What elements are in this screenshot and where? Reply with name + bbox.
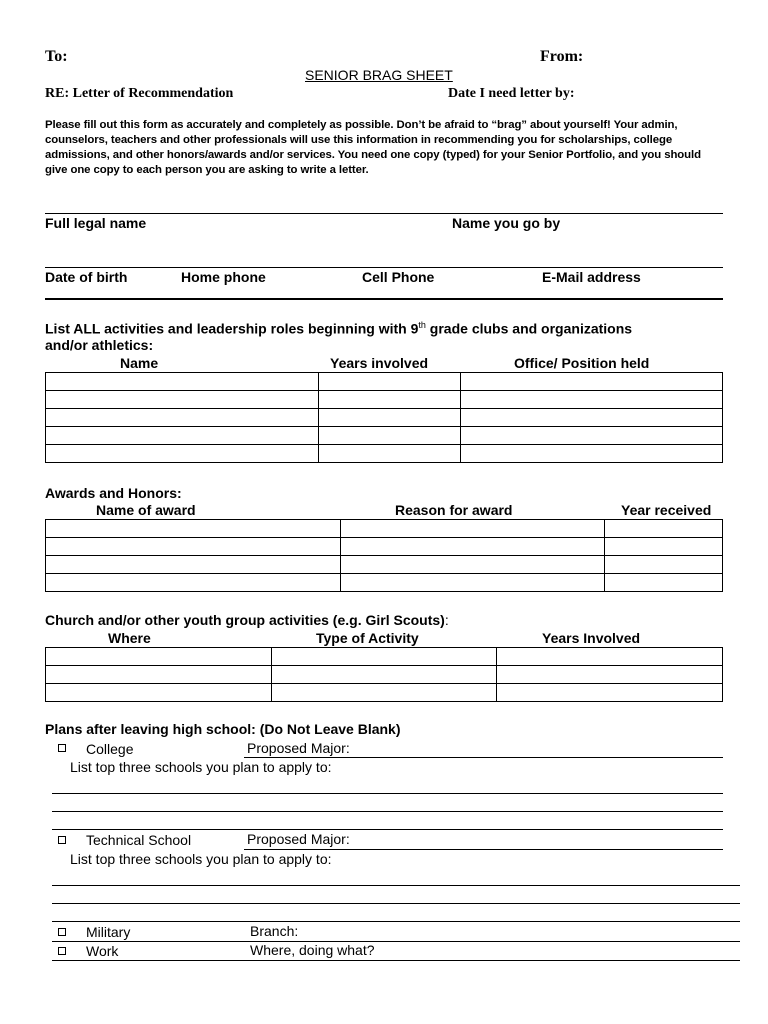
activities-col-name: Name <box>120 355 159 371</box>
military-line[interactable] <box>52 941 740 942</box>
name-you-go-by-label: Name you go by <box>452 215 561 231</box>
table-cell[interactable] <box>46 520 341 538</box>
date-needed-label: Date I need letter by: <box>448 86 575 101</box>
table-cell[interactable] <box>271 666 497 684</box>
table-cell[interactable] <box>46 574 341 592</box>
cell-phone-label: Cell Phone <box>362 269 435 285</box>
college-checkbox[interactable] <box>58 744 66 752</box>
table-cell[interactable] <box>605 556 723 574</box>
church-col-years: Years Involved <box>542 630 641 646</box>
table-cell[interactable] <box>461 427 723 445</box>
table-cell[interactable] <box>46 391 319 409</box>
table-cell[interactable] <box>340 520 605 538</box>
table-cell[interactable] <box>461 373 723 391</box>
table-cell[interactable] <box>46 684 272 702</box>
college-major-line[interactable] <box>244 757 723 758</box>
contact-line <box>45 267 723 268</box>
table-cell[interactable] <box>605 538 723 556</box>
table-cell[interactable] <box>46 445 319 463</box>
church-heading: Church and/or other youth group activities (e.g. Girl Scouts): <box>45 612 449 628</box>
technical-list-label: List top three schools you plan to apply to: <box>70 851 332 867</box>
table-cell[interactable] <box>318 373 461 391</box>
church-table <box>45 647 723 702</box>
technical-school-line[interactable] <box>52 921 740 922</box>
college-school-line[interactable] <box>52 811 723 812</box>
activities-col-years: Years involved <box>330 355 429 371</box>
full-legal-name-label: Full legal name <box>45 215 147 231</box>
technical-school-label: Technical School <box>86 832 192 848</box>
technical-major-line[interactable] <box>244 849 723 850</box>
awards-heading: Awards and Honors: <box>45 485 182 501</box>
college-school-line[interactable] <box>52 793 723 794</box>
awards-table <box>45 519 723 592</box>
activities-table <box>45 372 723 463</box>
military-checkbox[interactable] <box>58 928 66 936</box>
table-cell[interactable] <box>340 538 605 556</box>
table-cell[interactable] <box>318 391 461 409</box>
technical-school-checkbox[interactable] <box>58 836 66 844</box>
activities-heading-line2: and/or athletics: <box>45 337 154 353</box>
form-title: SENIOR BRAG SHEET <box>305 67 453 83</box>
table-cell[interactable] <box>318 445 461 463</box>
work-label: Work <box>86 943 119 959</box>
table-cell[interactable] <box>461 391 723 409</box>
table-cell[interactable] <box>318 409 461 427</box>
technical-school-line[interactable] <box>52 885 740 886</box>
college-school-line[interactable] <box>52 829 723 830</box>
table-cell[interactable] <box>46 666 272 684</box>
table-cell[interactable] <box>46 409 319 427</box>
date-of-birth-label: Date of birth <box>45 269 128 285</box>
table-cell[interactable] <box>340 556 605 574</box>
work-checkbox[interactable] <box>58 947 66 955</box>
awards-col-reason: Reason for award <box>395 502 513 518</box>
instructions-paragraph: Please fill out this form as accurately and completely as possible. Don’t be afraid to “brag” about yourself! Your admin, counselors, teachers and other professionals will use this information in recommending you for scholarships, college admissions, and other honors/awards and/or services. You need one copy (typed) for your Senior Portfolio, and you should give one copy to each person you are asking to write a letter. <box>45 119 701 176</box>
work-line[interactable] <box>52 960 740 961</box>
table-cell[interactable] <box>497 666 723 684</box>
table-cell[interactable] <box>46 427 319 445</box>
table-cell[interactable] <box>340 574 605 592</box>
activities-heading: List ALL activities and leadership roles beginning with 9th grade clubs and organizations <box>45 320 633 337</box>
from-label: From: <box>540 48 584 65</box>
technical-school-line[interactable] <box>52 903 740 904</box>
military-branch-label: Branch: <box>250 923 299 939</box>
table-cell[interactable] <box>271 684 497 702</box>
military-label: Military <box>86 924 131 940</box>
table-cell[interactable] <box>46 538 341 556</box>
to-label: To: <box>45 48 68 65</box>
church-col-type: Type of Activity <box>316 630 419 646</box>
college-label: College <box>86 741 134 757</box>
table-cell[interactable] <box>271 648 497 666</box>
table-cell[interactable] <box>461 409 723 427</box>
table-cell[interactable] <box>46 373 319 391</box>
contact-bottom-rule <box>45 298 723 300</box>
awards-col-name: Name of award <box>96 502 196 518</box>
church-col-where: Where <box>108 630 151 646</box>
plans-heading: Plans after leaving high school: (Do Not Leave Blank) <box>45 721 401 737</box>
table-cell[interactable] <box>46 648 272 666</box>
activities-col-office: Office/ Position held <box>514 355 650 371</box>
awards-col-year: Year received <box>621 502 712 518</box>
table-cell[interactable] <box>497 684 723 702</box>
college-major-label: Proposed Major: <box>247 740 350 756</box>
table-cell[interactable] <box>461 445 723 463</box>
table-cell[interactable] <box>605 574 723 592</box>
technical-major-label: Proposed Major: <box>247 831 350 847</box>
college-list-label: List top three schools you plan to apply to: <box>70 759 332 775</box>
table-cell[interactable] <box>46 556 341 574</box>
work-detail-label: Where, doing what? <box>250 942 375 958</box>
table-cell[interactable] <box>318 427 461 445</box>
table-cell[interactable] <box>497 648 723 666</box>
email-label: E-Mail address <box>542 269 641 285</box>
table-cell[interactable] <box>605 520 723 538</box>
re-line: RE: Letter of Recommendation <box>45 86 234 101</box>
name-line <box>45 213 723 214</box>
home-phone-label: Home phone <box>181 269 266 285</box>
